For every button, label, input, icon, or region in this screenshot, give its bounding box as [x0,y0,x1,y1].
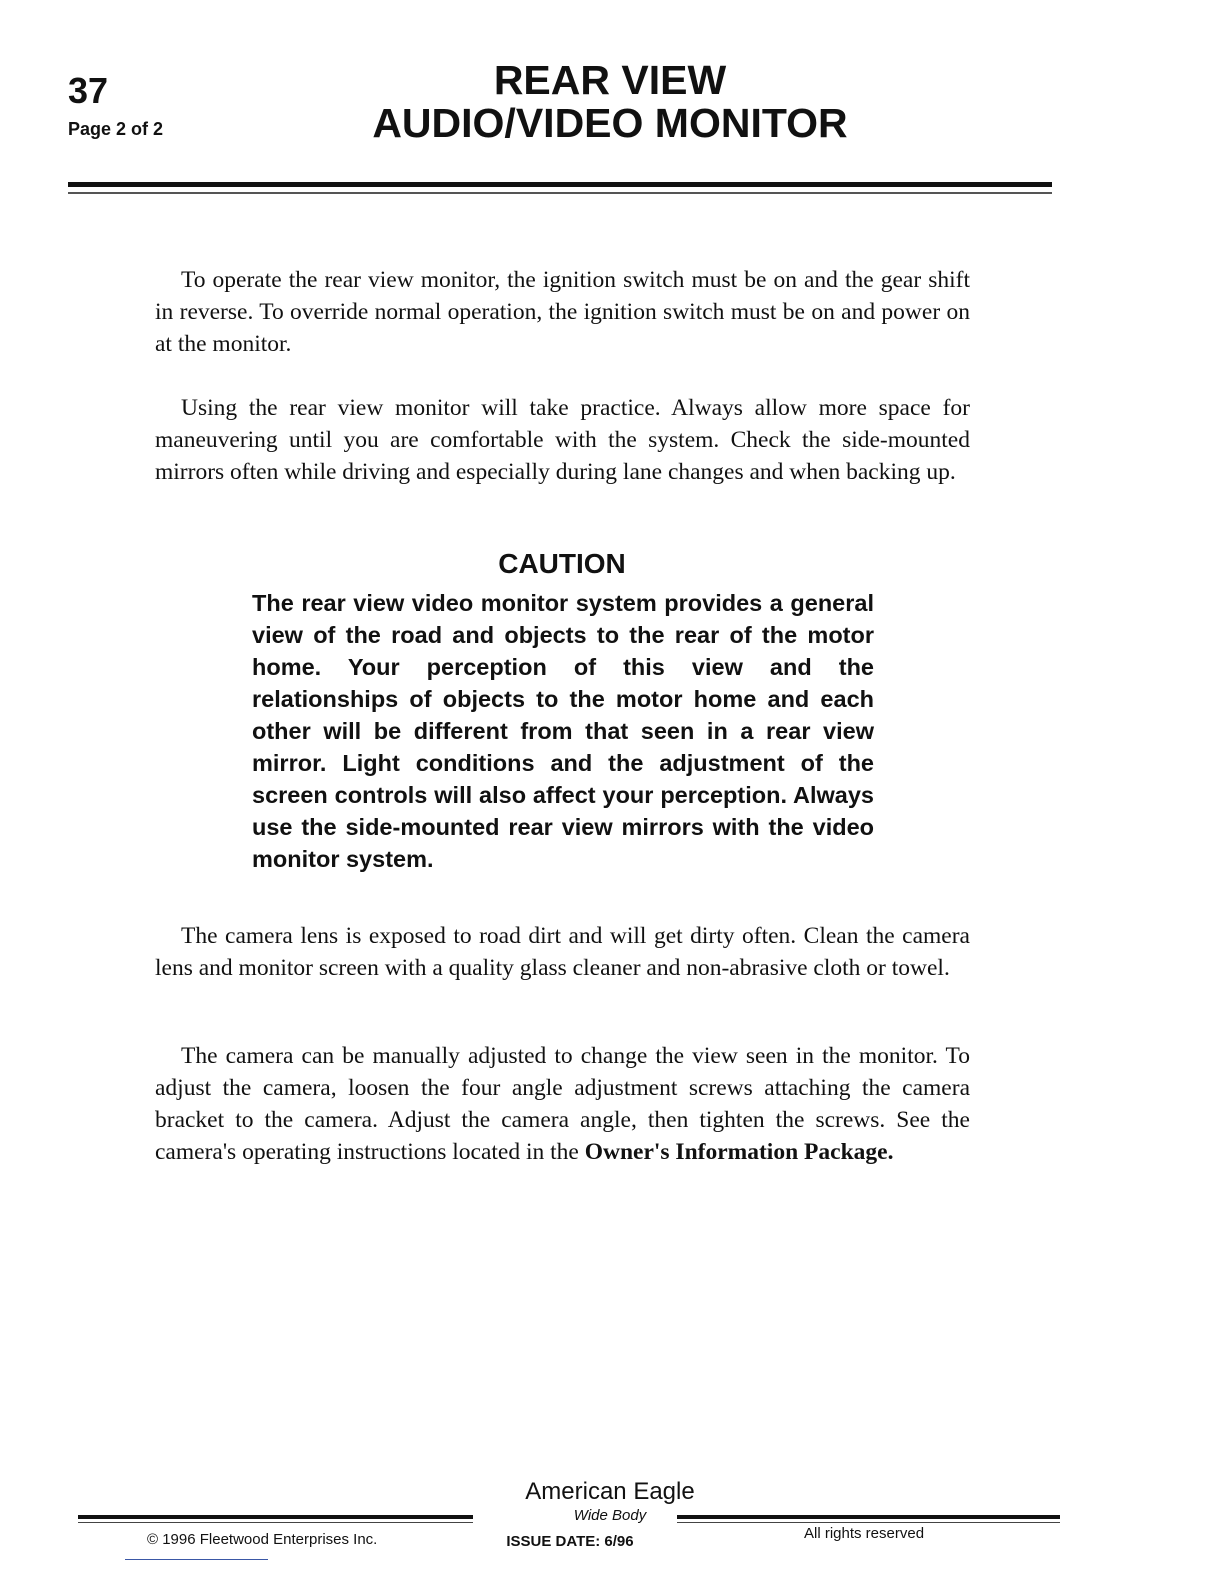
footer-rule-left-thin [78,1522,473,1523]
paragraph-cleaning [155,920,970,984]
page-title-line1: REAR VIEW [493,57,727,103]
owners-package-reference: Owner's Information Package. [584,1139,894,1165]
section-number: 37 [68,70,109,111]
header-rule [68,182,1052,187]
paragraph-adjustment-body: The camera can be manually adjusted to change the view seen in the monitor. To adjust the camera, loosen the four angle adjustment screws attaching the camera bracket to the camera. Adjust the camera angle, then tighten the screws. See the camera's operating instructions located in the [155,1043,970,1165]
footer-rule-left [78,1515,473,1519]
footer-accent-line [125,1559,268,1560]
paragraph-practice [155,392,970,488]
footer-rights: All rights reserved [804,1525,925,1542]
paragraph-adjustment [155,1040,970,1168]
footer-issue-date: ISSUE DATE: 6/96 [506,1533,634,1550]
footer-model: Wide Body [573,1507,647,1524]
caution-text: The rear view video monitor system provides a general view of the road and objects to the rear of the motor home. Your perception of this view and the relationships of objects to the motor home and each other will be different from that seen in a rear view mirror. Light conditions and the adjustment of the screen controls will also affect your perception. Always use the side-mounted rear view mirrors with the video monitor system. [252,590,874,872]
footer-brand: American Eagle [525,1478,695,1505]
page-label: Page 2 of 2 [68,119,164,139]
paragraph-practice-text: Using the rear view monitor will take practice. Always allow more space for maneuvering until you are comfortable with the system. Check the side-mounted mirrors often while driving and especially during lane changes and when backing up. [155,395,970,485]
header-rule-thin [68,192,1052,194]
caution-heading: CAUTION [498,548,626,579]
paragraph-cleaning-text: The camera lens is exposed to road dirt and will get dirty often. Clean the camera lens and monitor screen with a quality glass cleaner and non-abrasive cloth or towel. [155,923,970,981]
paragraph-adjustment-text [155,1040,970,1168]
page-title-line2: AUDIO/VIDEO MONITOR [372,100,848,146]
paragraph-operation [155,264,970,360]
paragraph-operation-text: To operate the rear view monitor, the ignition switch must be on and the gear shift in reverse. To override normal operation, the ignition switch must be on and power on at the monitor. [155,267,970,357]
footer-copyright: © 1996 Fleetwood Enterprises Inc. [147,1531,378,1548]
